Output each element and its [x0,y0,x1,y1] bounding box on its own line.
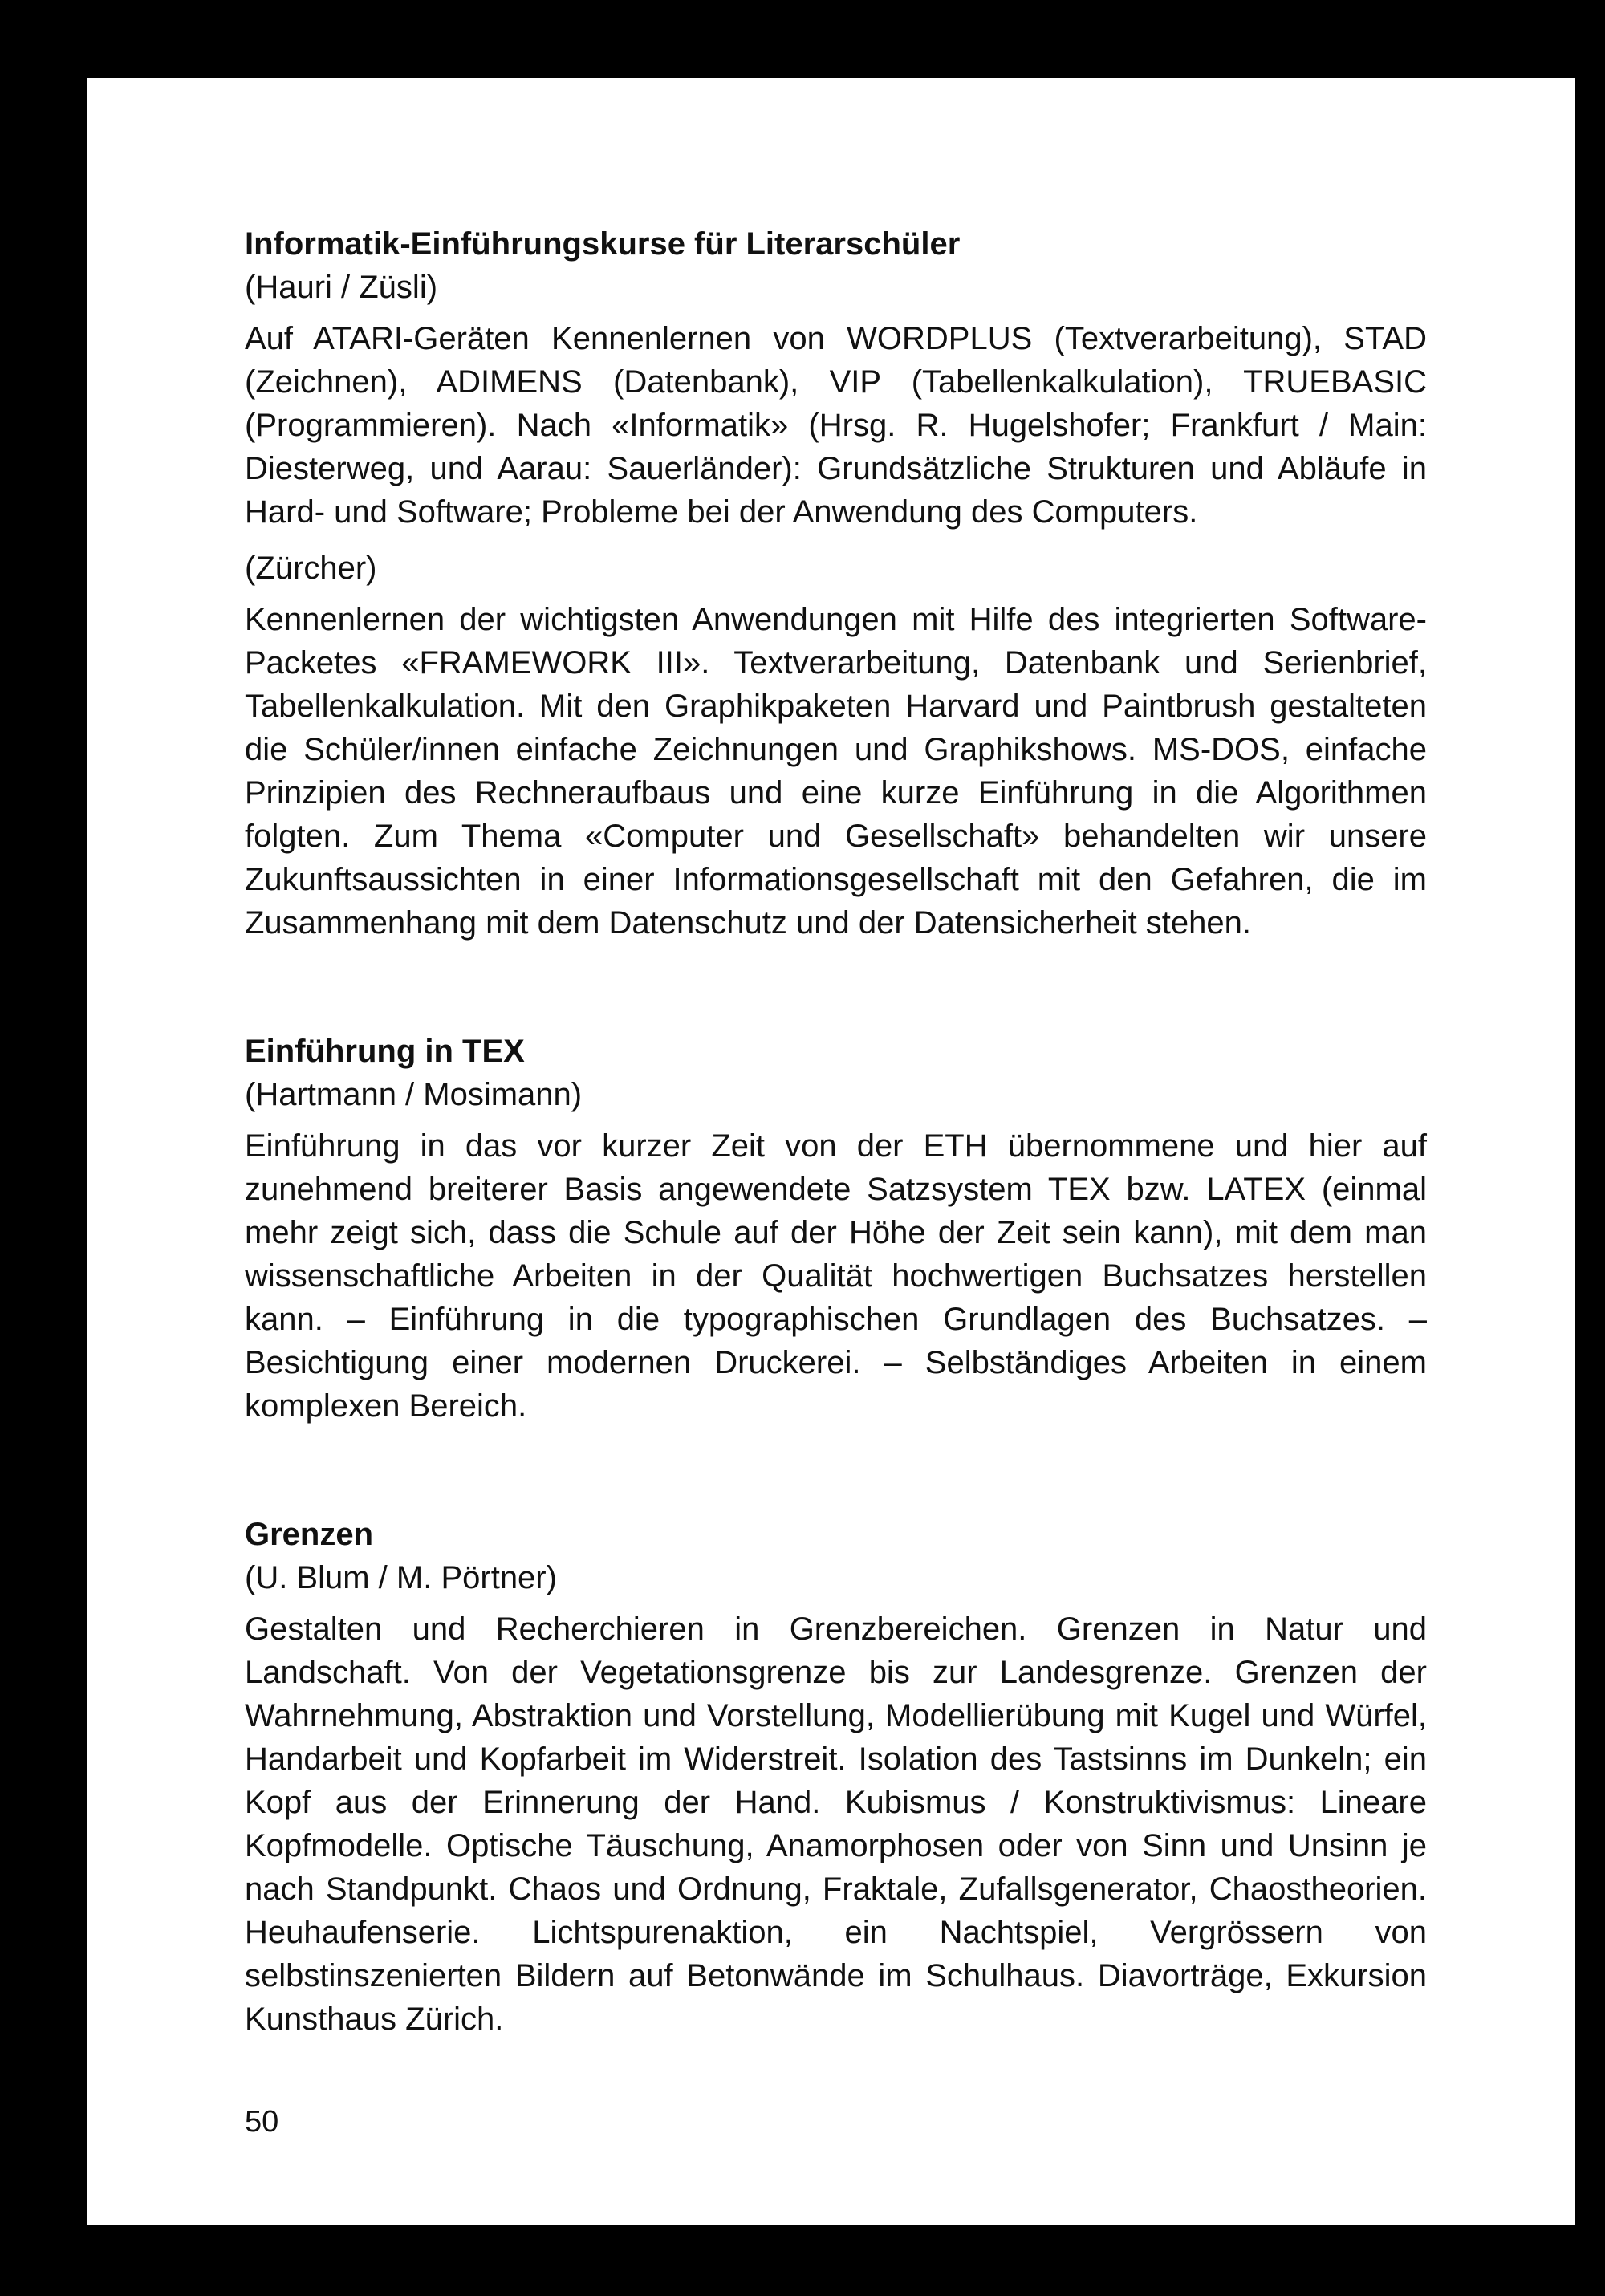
section-authors-second: (Zürcher) [245,551,377,586]
section-authors: (U. Blum / M. Pörtner) [245,1560,557,1595]
section-grenzen [245,1513,1427,2041]
document-page [87,78,1575,2225]
section-body: Auf ATARI-Geräten Kennenlernen von WORDPLUS (Textverarbeitung), STAD (Zeichnen), ADIMENS (Datenbank), VIP (Tabellenkalkulation), TRUEBASIC (Programmieren). Nach «Informatik» (Hrsg. R. Hugelshofer; Frankfurt / Main: Diesterweg, und Aarau: Sauerländer): Grundsätzliche Strukturen und Abläufe in Hard- und Software; Probleme bei der Anwendung des Computers. [245,321,1427,530]
page-number: 50 [245,2105,279,2139]
section-body: Einführung in das vor kurzer Zeit von der ETH übernommene und hier auf zunehmend breiterer Basis angewendete Satzsystem TEX bzw. LATEX (einmal mehr zeigt sich, dass die Schule auf der Höhe der Zeit sein kann), mit dem man wissenschaftliche Arbeiten in der Qualität hochwertigen Buchsatzes herstellen kann. – Einführung in die typographischen Grundlagen des Buchsatzes. – Besichtigung einer modernen Druckerei. – Selbständiges Arbeiten in einem komplexen Bereich. [245,1128,1427,1424]
section-tex [245,1030,1427,1428]
section-body: Gestalten und Recherchieren in Grenzbereichen. Grenzen in Natur und Landschaft. Von der Vegetationsgrenze bis zur Landesgrenze. Grenzen der Wahrnehmung, Abstraktion und Vorstellung, Modellierübung mit Kugel und Würfel, Handarbeit und Kopfarbeit im Widerstreit. Isolation des Tastsinns im Dunkeln; ein Kopf aus der Erinnerung der Hand. Kubismus / Konstruktivismus: Lineare Kopfmodelle. Optische Täuschung, Anamorphosen oder von Sinn und Unsinn je nach Standpunkt. Chaos und Ordnung, Fraktale, Zufallsgenerator, Chaostheorien. Heuhaufenserie. Lichtspurenaktion, ein Nachtspiel, Vergrössern von selbstinszenierten Bildern auf Betonwände im Schulhaus. Diavorträge, Exkursion Kunsthaus Zürich. [245,1611,1427,2037]
section-heading: Einführung in TEX [245,1034,525,1069]
section-heading: Informatik-Einführungskurse für Literarschüler [245,226,961,262]
section-informatik [245,222,1427,945]
page-content [245,222,1427,2041]
section-body-second: Kennenlernen der wichtigsten Anwendungen mit Hilfe des integrierten Software-Packetes «FRAMEWORK III». Textverarbeitung, Datenbank und Serienbrief, Tabellenkalkulation. Mit den Graphikpaketen Harvard und Paintbrush gestalteten die Schüler/innen einfache Zeichnungen und Graphikshows. MS-DOS, einfache Prinzipien des Rechneraufbaus und eine kurze Einführung in die Algorithmen folgten. Zum Thema «Computer und Gesellschaft» behandelten wir unsere Zukunftsaussichten in einer Informationsgesellschaft mit den Gefahren, die im Zusammenhang mit dem Datenschutz und der Datensicherheit stehen. [245,602,1427,941]
section-authors: (Hartmann / Mosimann) [245,1077,583,1112]
section-heading: Grenzen [245,1517,374,1552]
section-authors: (Hauri / Züsli) [245,270,438,305]
